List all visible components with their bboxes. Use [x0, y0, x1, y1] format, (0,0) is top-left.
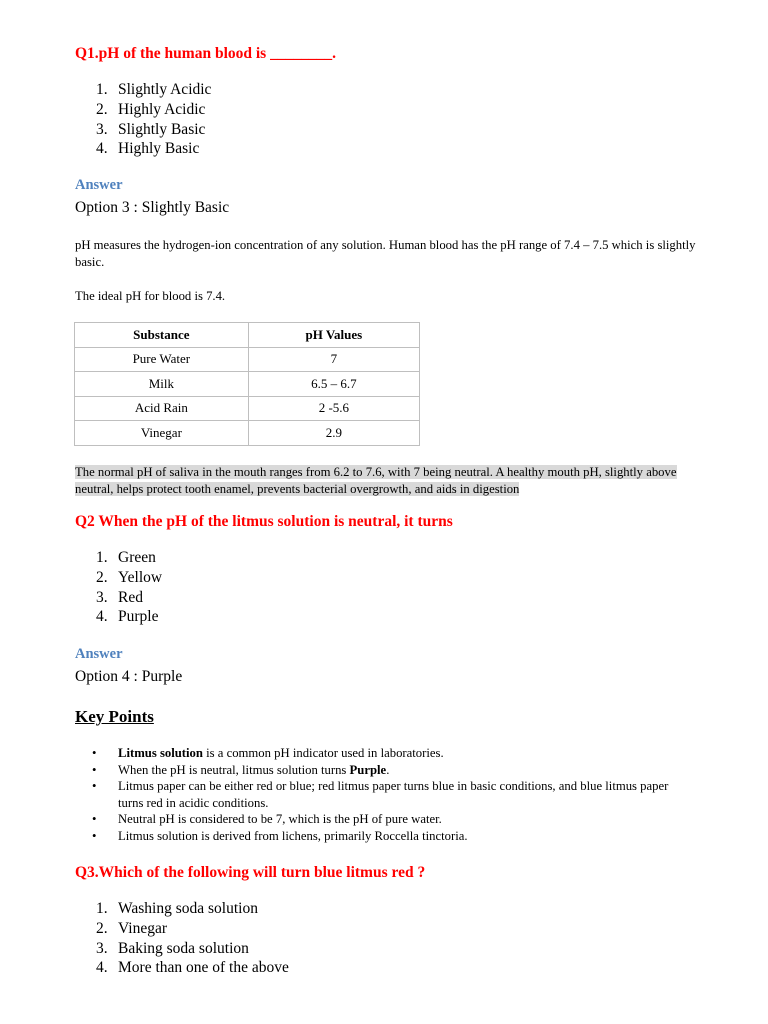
table-cell: 7: [248, 347, 419, 372]
answer-heading-2: Answer: [75, 646, 123, 662]
question-1-options: [96, 80, 211, 159]
ideal-ph-paragraph: The ideal pH for blood is 7.4.: [75, 289, 226, 303]
list-item: • Litmus solution is a common pH indicator used in laboratories.: [92, 746, 444, 760]
table-cell: Vinegar: [75, 421, 249, 446]
answer-heading-1: Answer: [75, 177, 123, 193]
list-item: • Neutral pH is considered to be 7, which is the pH of pure water.: [92, 812, 442, 826]
list-item: • Litmus paper can be either red or blue; red litmus paper turns blue in basic conditions, and blue litmus paper turns red in acidic conditions.: [92, 779, 669, 810]
key-points-list: [92, 745, 692, 844]
explanation-paragraph: pH measures the hydrogen-ion concentration of any solution. Human blood has the pH range of 7.4 – 7.5 which is slightly basic.: [75, 238, 696, 269]
table-row: [75, 372, 420, 397]
question-2-options: [96, 548, 162, 627]
table-header-substance: Substance: [75, 323, 249, 348]
table-cell: Milk: [75, 372, 249, 397]
option-item: 4. Purple: [96, 608, 159, 626]
ph-values-table: [74, 322, 420, 446]
table-row: [75, 421, 420, 446]
table-header-row: [75, 323, 420, 348]
option-item: 2. Yellow: [96, 568, 163, 586]
bullet-icon: •: [92, 779, 97, 793]
table-cell: Pure Water: [75, 347, 249, 372]
table-header-ph: pH Values: [248, 323, 419, 348]
table-cell: 2.9: [248, 421, 419, 446]
option-item: 1. Washing soda solution: [96, 900, 258, 917]
option-item: 3. Slightly Basic: [96, 120, 206, 138]
question-1: Q1.pH of the human blood is ________.: [75, 45, 336, 62]
bullet-icon: •: [92, 762, 97, 777]
key-points-heading: Key Points: [75, 707, 154, 726]
list-item: • Litmus solution is derived from lichens, primarily Roccella tinctoria.: [92, 828, 468, 843]
bullet-icon: •: [92, 812, 97, 826]
option-item: 2. Vinegar: [96, 919, 167, 937]
question-3: Q3.Which of the following will turn blue litmus red ?: [75, 864, 426, 881]
option-item: 1. Green: [96, 549, 156, 566]
saliva-note: The normal pH of saliva in the mouth ranges from 6.2 to 7.6, with 7 being neutral. A healthy mouth pH, slightly above neutral, helps protect tooth enamel, prevents bacterial overgrowth, and aids in digestion: [75, 465, 677, 496]
option-item: 3. Baking soda solution: [96, 939, 249, 957]
question-2: Q2 When the pH of the litmus solution is neutral, it turns: [75, 513, 453, 530]
list-item: • When the pH is neutral, litmus solution turns Purple.: [92, 762, 390, 777]
table-row: [75, 347, 420, 372]
question-3-options: [96, 899, 289, 978]
answer-2: Option 4 : Purple: [75, 668, 183, 685]
option-item: 3. Red: [96, 588, 143, 606]
option-item: 4. Highly Basic: [96, 140, 200, 158]
option-item: 4. More than one of the above: [96, 959, 289, 977]
option-item: 2. Highly Acidic: [96, 100, 206, 118]
bullet-icon: •: [92, 828, 97, 843]
table-row: [75, 396, 420, 421]
table-cell: 6.5 – 6.7: [248, 372, 419, 397]
answer-1: Option 3 : Slightly Basic: [75, 199, 230, 216]
option-item: 1. Slightly Acidic: [96, 81, 212, 98]
table-cell: Acid Rain: [75, 396, 249, 421]
table-cell: 2 -5.6: [248, 396, 419, 421]
bullet-icon: •: [92, 746, 97, 760]
